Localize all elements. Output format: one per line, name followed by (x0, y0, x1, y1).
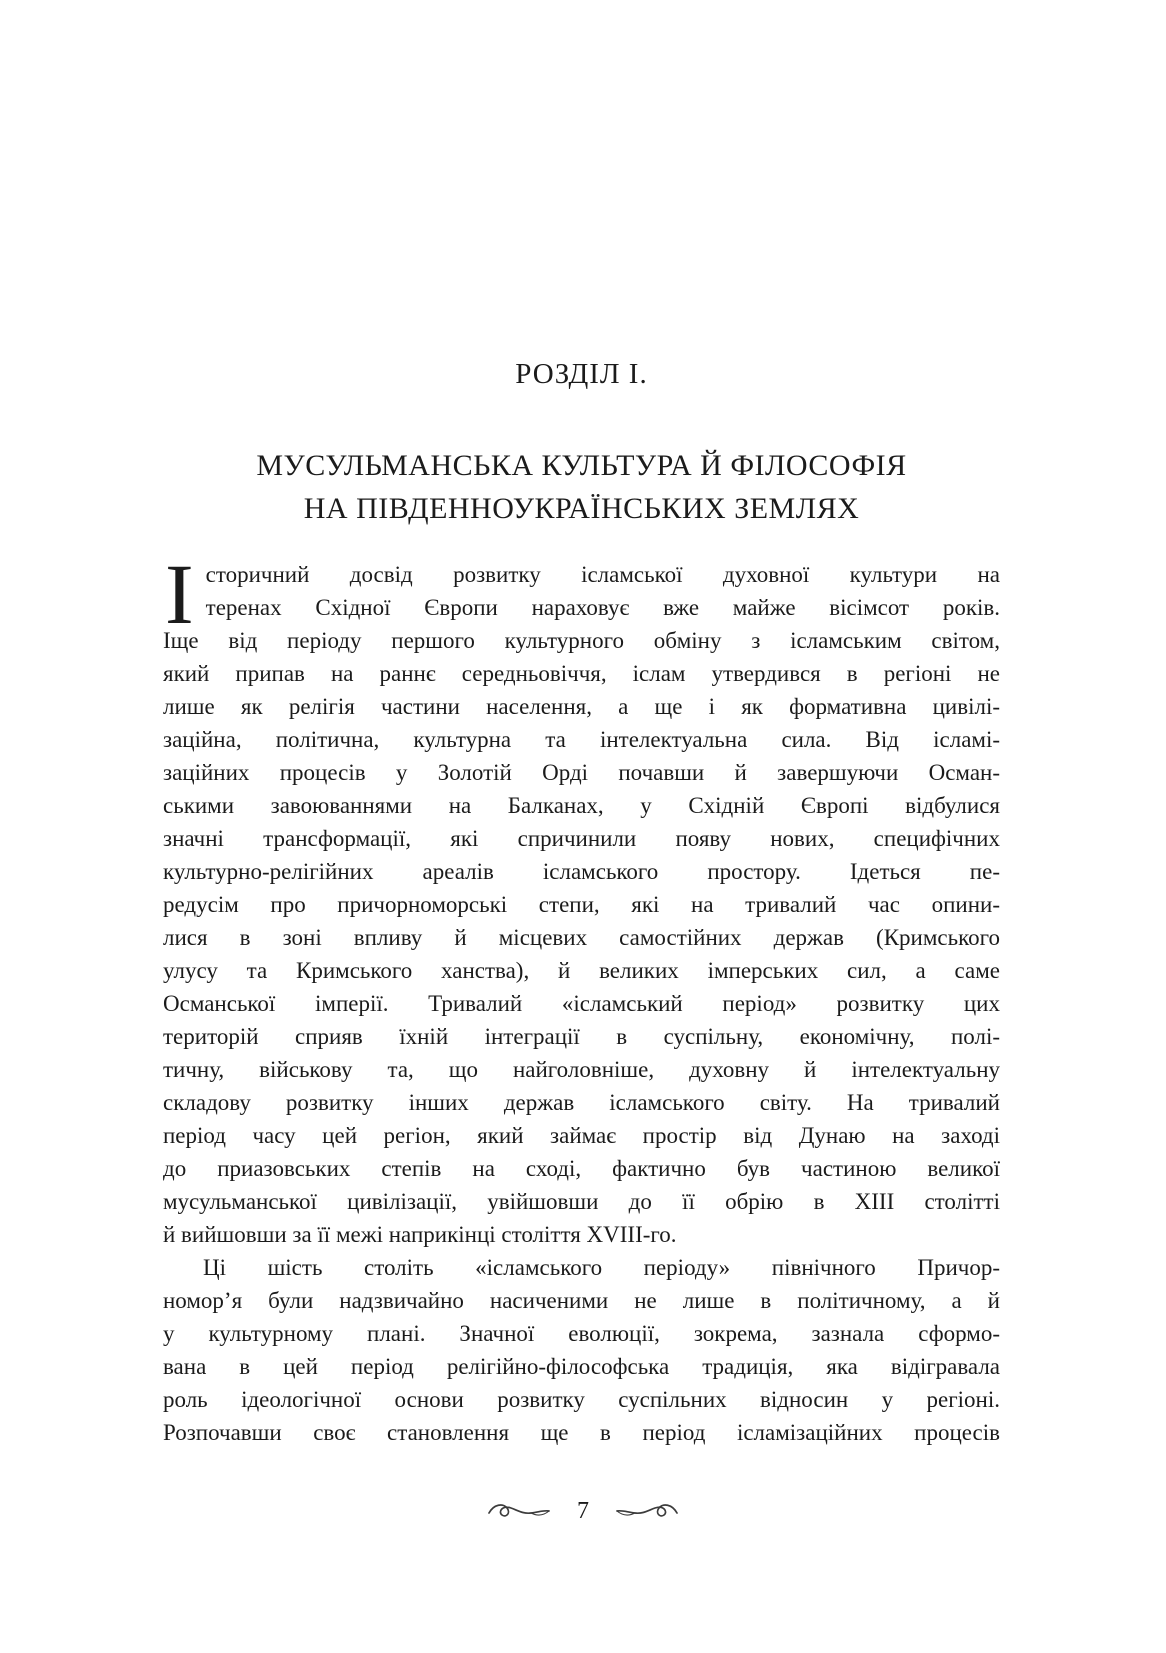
text-line: Іще від періоду першого культурного обміну з ісламським світом, (163, 628, 1000, 653)
paragraph-1-lines (163, 546, 1000, 1251)
text-line: улусу та Кримського ханства), й великих імперських сил, а саме (163, 958, 1000, 983)
paragraph-2 (163, 1251, 1000, 1449)
chapter-title (163, 444, 1000, 530)
text-line: мусульманської цивілізації, увійшовши до її обрію в XIII столітті (163, 1189, 1000, 1214)
text-line: ськими завоюваннями на Балканах, у Східній Європі відбулися (163, 793, 1000, 818)
page-number: 7 (577, 1498, 589, 1524)
chapter-heading: РОЗДІЛ І. (515, 358, 648, 390)
chapter-title-line2: НА ПІВДЕННОУКРАЇНСЬКИХ ЗЕМЛЯХ (303, 492, 860, 525)
body-text (163, 546, 1000, 1449)
text-line: тичну, військову та, що найголовніше, духовну й інтелектуальну (163, 1057, 1000, 1082)
text-line: сторичний досвід розвитку ісламської духовної культури на (205, 562, 1000, 587)
text-line: й вийшовши за її межі наприкінці століття XVIII-го. (163, 1222, 677, 1247)
text-line: Османської імперії. Тривалий «ісламський період» розвитку цих (163, 991, 1000, 1016)
text-line: територій сприяв їхній інтеграції в суспільну, економічну, полі- (163, 1024, 1000, 1049)
text-line: до приазовських степів на сході, фактично був частиною великої (163, 1156, 1000, 1181)
flourish-right-icon (615, 1500, 679, 1524)
paragraph-2-lines (163, 1251, 1000, 1449)
text-line: вана в цей період релігійно-філософська традиція, яка відігравала (163, 1354, 1000, 1379)
text-line: заційних процесів у Золотій Орді почавши й завершуючи Осман- (163, 760, 1000, 785)
drop-cap: І (165, 546, 194, 642)
text-line: теренах Східної Європи нараховує вже майже вісімсот років. (205, 595, 1000, 620)
text-line: заційна, політична, культурна та інтелектуальна сила. Від ісламі- (163, 727, 1000, 752)
text-line: складову розвитку інших держав ісламського світу. На тривалий (163, 1090, 1000, 1115)
chapter-title-line1: МУСУЛЬМАНСЬКА КУЛЬТУРА Й ФІЛОСОФІЯ (256, 449, 907, 482)
text-line: роль ідеологічної основи розвитку суспільних відносин у регіоні. (163, 1387, 1000, 1412)
text-line: який припав на раннє середньовіччя, іслам утвердився в регіоні не (163, 661, 1000, 686)
text-line: лише як релігія частини населення, а ще і як формативна цивілі- (163, 694, 1000, 719)
page-footer (0, 1498, 1166, 1525)
text-line: Розпочавши своє становлення ще в період ісламізаційних процесів (163, 1420, 1000, 1445)
flourish-left-icon (487, 1500, 551, 1524)
text-line: період часу цей регіон, який займає простір від Дунаю на заході (163, 1123, 1000, 1148)
text-line: у культурному плані. Значної еволюції, зокрема, зазнала сформо- (163, 1321, 1000, 1346)
text-line: значні трансформації, які спричинили появу нових, специфічних (163, 826, 1000, 851)
text-line: Ці шість століть «ісламського періоду» північного Причор- (203, 1255, 1000, 1280)
text-line: номор’я були надзвичайно насиченими не лише в політичному, а й (163, 1288, 1000, 1313)
text-line: культурно-релігійних ареалів ісламського простору. Ідеться пе- (163, 859, 1000, 884)
paragraph-1 (163, 546, 1000, 1251)
text-line: лися в зоні впливу й місцевих самостійних держав (Кримського (163, 925, 1000, 950)
text-line: редусім про причорноморські степи, які на тривалий час опини- (163, 892, 1000, 917)
